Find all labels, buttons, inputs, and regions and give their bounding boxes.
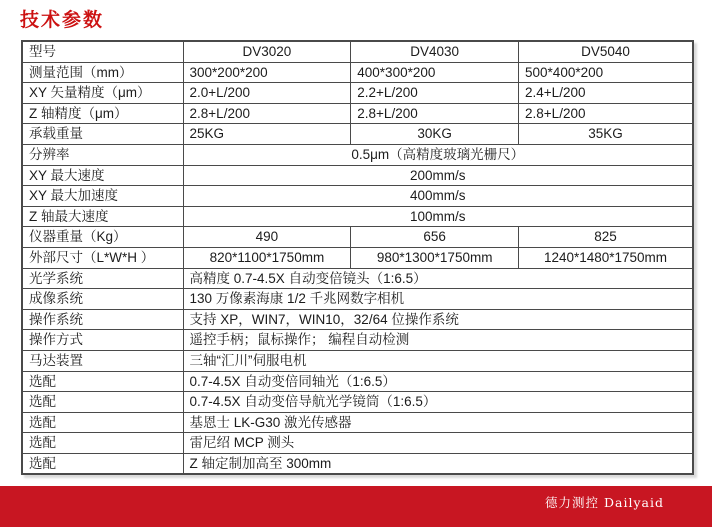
spec-value: 35KG — [519, 124, 693, 145]
spec-row-xy-max-acceleration — [22, 186, 693, 207]
spec-row-external-dimensions — [22, 247, 693, 268]
spec-row-load-capacity — [22, 124, 693, 145]
spec-label: Z 轴精度（μm） — [22, 103, 183, 124]
spec-value: 500*400*200 — [519, 62, 693, 83]
spec-value: 820*1100*1750mm — [183, 247, 351, 268]
spec-label: 选配 — [22, 392, 183, 413]
spec-table — [21, 40, 694, 475]
spec-value: 2.8+L/200 — [183, 103, 351, 124]
spec-row-operating-system — [22, 309, 693, 330]
spec-label: XY 矢量精度（μm） — [22, 83, 183, 104]
spec-value: DV4030 — [351, 41, 519, 62]
spec-row-option-coaxial-light — [22, 371, 693, 392]
spec-value-merged: 400mm/s — [183, 186, 693, 207]
spec-label: 型号 — [22, 41, 183, 62]
spec-row-imaging-system — [22, 289, 693, 310]
spec-row-z-accuracy — [22, 103, 693, 124]
spec-value-merged: 200mm/s — [183, 165, 693, 186]
spec-label: 仪器重量（Kg） — [22, 227, 183, 248]
spec-label: 测量范围（mm） — [22, 62, 183, 83]
spec-value-merged: 高精度 0.7-4.5X 自动变倍镜头（1:6.5） — [183, 268, 693, 289]
spec-label: 马达装置 — [22, 350, 183, 371]
spec-label: 操作系统 — [22, 309, 183, 330]
spec-value: 2.0+L/200 — [183, 83, 351, 104]
spec-value-merged: 130 万像素海康 1/2 千兆网数字相机 — [183, 289, 693, 310]
spec-value: 656 — [351, 227, 519, 248]
spec-row-measuring-range — [22, 62, 693, 83]
spec-value: 2.4+L/200 — [519, 83, 693, 104]
spec-label: 光学系统 — [22, 268, 183, 289]
spec-value: 825 — [519, 227, 693, 248]
spec-value: 2.8+L/200 — [351, 103, 519, 124]
spec-value-merged: 三轴“汇川”伺服电机 — [183, 350, 693, 371]
spec-value-merged: 0.7-4.5X 自动变倍同轴光（1:6.5） — [183, 371, 693, 392]
spec-row-operation-mode — [22, 330, 693, 351]
spec-row-option-laser-sensor — [22, 412, 693, 433]
spec-row-resolution — [22, 144, 693, 165]
spec-row-option-z-extension — [22, 453, 693, 474]
spec-value: DV5040 — [519, 41, 693, 62]
spec-value-merged: 基恩士 LK-G30 激光传感器 — [183, 412, 693, 433]
spec-row-motor-device — [22, 350, 693, 371]
spec-label: 成像系统 — [22, 289, 183, 310]
spec-label: 操作方式 — [22, 330, 183, 351]
spec-label: Z 轴最大速度 — [22, 206, 183, 227]
spec-value: 1240*1480*1750mm — [519, 247, 693, 268]
spec-value-merged: 0.5μm（高精度玻璃光栅尺） — [183, 144, 693, 165]
spec-row-xy-accuracy — [22, 83, 693, 104]
spec-label: XY 最大速度 — [22, 165, 183, 186]
spec-value: 25KG — [183, 124, 351, 145]
spec-value-merged: 遥控手柄；鼠标操作； 编程自动检测 — [183, 330, 693, 351]
spec-label: 选配 — [22, 453, 183, 474]
spec-label: 选配 — [22, 433, 183, 454]
spec-value: 980*1300*1750mm — [351, 247, 519, 268]
spec-value-merged: 0.7-4.5X 自动变倍导航光学镜筒（1:6.5） — [183, 392, 693, 413]
spec-value-merged: 支持 XP，WIN7，WIN10，32/64 位操作系统 — [183, 309, 693, 330]
spec-value: 300*200*200 — [183, 62, 351, 83]
spec-row-xy-max-speed — [22, 165, 693, 186]
spec-value: 2.2+L/200 — [351, 83, 519, 104]
footer-bar — [0, 486, 712, 527]
spec-label: 选配 — [22, 371, 183, 392]
spec-label: 外部尺寸（L*W*H ） — [22, 247, 183, 268]
spec-value-merged: Z 轴定制加高至 300mm — [183, 453, 693, 474]
spec-row-option-probe — [22, 433, 693, 454]
spec-value: 490 — [183, 227, 351, 248]
spec-value-merged: 100mm/s — [183, 206, 693, 227]
spec-row-z-max-speed — [22, 206, 693, 227]
spec-label: 分辨率 — [22, 144, 183, 165]
brand-logo-text: 德力测控 Dailyaid — [545, 495, 664, 510]
spec-row-instrument-weight — [22, 227, 693, 248]
spec-value: 30KG — [351, 124, 519, 145]
spec-label: XY 最大加速度 — [22, 186, 183, 207]
spec-value-merged: 雷尼绍 MCP 测头 — [183, 433, 693, 454]
spec-label: 承载重量 — [22, 124, 183, 145]
page-title: 技术参数 — [20, 10, 105, 31]
spec-value: 2.8+L/200 — [519, 103, 693, 124]
spec-row-option-navigation-tube — [22, 392, 693, 413]
spec-row-model — [22, 41, 693, 62]
spec-row-optical-system — [22, 268, 693, 289]
spec-value: 400*300*200 — [351, 62, 519, 83]
spec-value: DV3020 — [183, 41, 351, 62]
spec-label: 选配 — [22, 412, 183, 433]
